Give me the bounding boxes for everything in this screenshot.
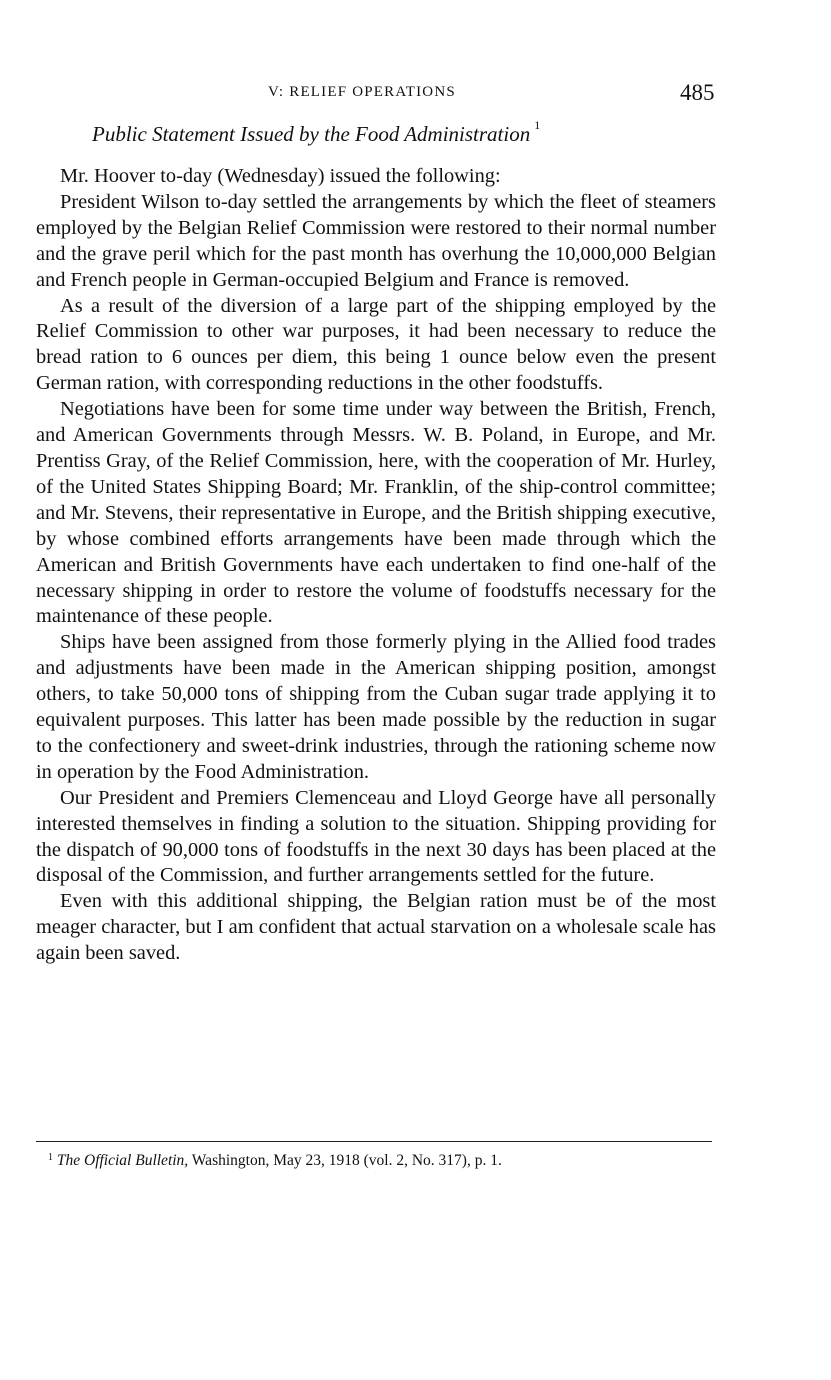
paragraph-premiers: Our President and Premiers Clemenceau and Lloyd George have all personally interested themselves in finding a solution to the situation. Shipping providing for the dispatch of 90,000 tons of foodstuffs in the next 30 days has been placed at the disposal of the Commission, and further arrangements settled for the future. — [36, 786, 716, 887]
document-title — [92, 118, 732, 147]
paragraph-diversion: As a result of the diversion of a large part of the shipping employed by the Relief Commission to other war purposes, it had been necessary to reduce the bread ration to 6 ounces per diem, this being 1 ounce below even the present German ration, with corresponding reductions in the other foodstuffs. — [36, 294, 716, 395]
footnote-divider — [36, 1141, 712, 1142]
section-title: V: RELIEF OPERATIONS — [268, 84, 456, 100]
paragraph-negotiations: Negotiations have been for some time under way between the British, French, and American Governments through Messrs. W. B. Poland, in Europe, and Mr. Prentiss Gray, of the Relief Commission, here, with the cooperation of Mr. Hurley, of the United States Shipping Board; Mr. Franklin, of the ship-control committee; and Mr. Stevens, their representative in Europe, and the British shipping executive, by whose combined efforts arrangements have been made through which the American and British Governments have each undertaken to find one-half of the necessary shipping in order to restore the volume of foodstuffs necessary for the maintenance of these people. — [36, 398, 716, 628]
paragraph-intro: Mr. Hoover to-day (Wednesday) issued the following: — [60, 165, 501, 187]
footnote-source: The Official Bulletin, — [56, 1152, 189, 1169]
footnote-marker: 1 — [48, 1152, 53, 1163]
document-title-text: Public Statement Issued by the Food Administration — [92, 122, 531, 146]
footnote — [48, 1152, 728, 1170]
paragraph-ships: Ships have been assigned from those formerly plying in the Allied food trades and adjustments have been made in the American shipping position, amongst others, to take 50,000 tons of shipping from the Cuban sugar trade applying it to equivalent purposes. This latter has been made possible by the reduction in sugar to the confectionery and sweet-drink industries, through the rationing scheme now in operation by the Food Administration. — [36, 631, 716, 783]
page-number: 485 — [680, 80, 715, 105]
body-text — [36, 164, 716, 967]
title-footnote-marker: 1 — [534, 118, 541, 132]
paragraph-wilson: President Wilson to-day settled the arrangements by which the fleet of steamers employed by the Belgian Relief Commission were restored to their normal number and the grave peril which for the past month has overhung the 10,000,000 Belgian and French people in German-occupied Belgium and France is removed. — [36, 190, 716, 291]
footnote-citation: Washington, May 23, 1918 (vol. 2, No. 317), p. 1. — [191, 1152, 502, 1169]
running-head — [0, 80, 831, 110]
paragraph-ration: Even with this additional shipping, the Belgian ration must be of the most meager character, but I am confident that actual starvation on a wholesale scale has again been saved. — [36, 890, 716, 965]
